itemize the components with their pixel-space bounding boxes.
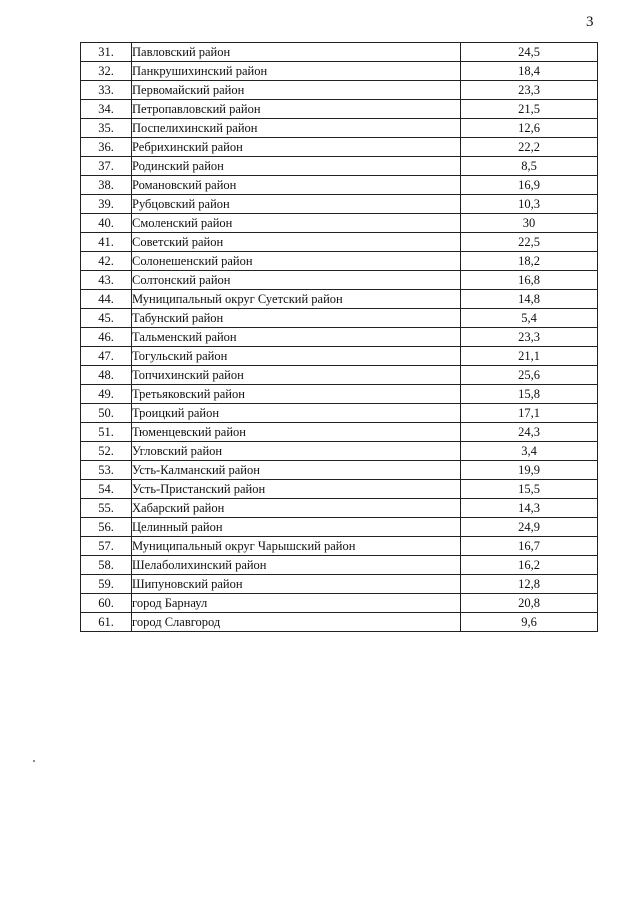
row-number-cell: 53. — [81, 461, 132, 480]
table-row — [81, 423, 598, 442]
district-name-cell: Муниципальный округ Суетский район — [132, 290, 461, 309]
district-name-cell: Рубцовский район — [132, 195, 461, 214]
district-name-cell: Шипуновский район — [132, 575, 461, 594]
district-name-cell: Поспелихинский район — [132, 119, 461, 138]
district-name-cell: Первомайский район — [132, 81, 461, 100]
row-number-cell: 60. — [81, 594, 132, 613]
district-name-cell: город Барнаул — [132, 594, 461, 613]
district-name-cell: Родинский район — [132, 157, 461, 176]
row-number-cell: 51. — [81, 423, 132, 442]
table-row — [81, 537, 598, 556]
table-row — [81, 62, 598, 81]
value-cell: 14,3 — [461, 499, 598, 518]
value-cell: 10,3 — [461, 195, 598, 214]
row-number-cell: 46. — [81, 328, 132, 347]
table-row — [81, 290, 598, 309]
row-number-cell: 54. — [81, 480, 132, 499]
table-row — [81, 81, 598, 100]
districts-table-body — [81, 43, 598, 632]
value-cell: 5,4 — [461, 309, 598, 328]
value-cell: 22,2 — [461, 138, 598, 157]
district-name-cell: Павловский район — [132, 43, 461, 62]
table-row — [81, 461, 598, 480]
value-cell: 14,8 — [461, 290, 598, 309]
row-number-cell: 47. — [81, 347, 132, 366]
row-number-cell: 32. — [81, 62, 132, 81]
district-name-cell: Целинный район — [132, 518, 461, 537]
row-number-cell: 31. — [81, 43, 132, 62]
table-row — [81, 100, 598, 119]
row-number-cell: 52. — [81, 442, 132, 461]
table-row — [81, 309, 598, 328]
row-number-cell: 42. — [81, 252, 132, 271]
district-name-cell: Тогульский район — [132, 347, 461, 366]
district-name-cell: Хабарский район — [132, 499, 461, 518]
value-cell: 23,3 — [461, 328, 598, 347]
value-cell: 23,3 — [461, 81, 598, 100]
value-cell: 15,5 — [461, 480, 598, 499]
row-number-cell: 61. — [81, 613, 132, 632]
table-row — [81, 252, 598, 271]
district-name-cell: Солонешенский район — [132, 252, 461, 271]
table-row — [81, 594, 598, 613]
district-name-cell: Тюменцевский район — [132, 423, 461, 442]
row-number-cell: 57. — [81, 537, 132, 556]
table-row — [81, 233, 598, 252]
table-row — [81, 138, 598, 157]
table-row — [81, 404, 598, 423]
page-number: 3 — [586, 14, 594, 30]
row-number-cell: 36. — [81, 138, 132, 157]
district-name-cell: Ребрихинский район — [132, 138, 461, 157]
row-number-cell: 34. — [81, 100, 132, 119]
table-row — [81, 480, 598, 499]
value-cell: 24,5 — [461, 43, 598, 62]
value-cell: 12,6 — [461, 119, 598, 138]
value-cell: 19,9 — [461, 461, 598, 480]
value-cell: 15,8 — [461, 385, 598, 404]
districts-table — [80, 42, 598, 632]
district-name-cell: Топчихинский район — [132, 366, 461, 385]
value-cell: 16,2 — [461, 556, 598, 575]
table-row — [81, 195, 598, 214]
district-name-cell: Троицкий район — [132, 404, 461, 423]
district-name-cell: Панкрушихинский район — [132, 62, 461, 81]
value-cell: 22,5 — [461, 233, 598, 252]
table-row — [81, 366, 598, 385]
district-name-cell: Третьяковский район — [132, 385, 461, 404]
value-cell: 20,8 — [461, 594, 598, 613]
district-name-cell: Смоленский район — [132, 214, 461, 233]
value-cell: 3,4 — [461, 442, 598, 461]
row-number-cell: 39. — [81, 195, 132, 214]
district-name-cell: Тальменский район — [132, 328, 461, 347]
value-cell: 25,6 — [461, 366, 598, 385]
value-cell: 17,1 — [461, 404, 598, 423]
value-cell: 30 — [461, 214, 598, 233]
value-cell: 24,3 — [461, 423, 598, 442]
table-row — [81, 556, 598, 575]
table-row — [81, 499, 598, 518]
district-name-cell: Романовский район — [132, 176, 461, 195]
row-number-cell: 55. — [81, 499, 132, 518]
table-row — [81, 385, 598, 404]
value-cell: 21,5 — [461, 100, 598, 119]
row-number-cell: 43. — [81, 271, 132, 290]
value-cell: 18,2 — [461, 252, 598, 271]
value-cell: 18,4 — [461, 62, 598, 81]
table-row — [81, 43, 598, 62]
district-name-cell: Солтонский район — [132, 271, 461, 290]
district-name-cell: Муниципальный округ Чарышский район — [132, 537, 461, 556]
table-row — [81, 518, 598, 537]
district-name-cell: Усть-Калманский район — [132, 461, 461, 480]
row-number-cell: 40. — [81, 214, 132, 233]
table-row — [81, 347, 598, 366]
value-cell: 24,9 — [461, 518, 598, 537]
district-name-cell: Угловский район — [132, 442, 461, 461]
row-number-cell: 48. — [81, 366, 132, 385]
district-name-cell: город Славгород — [132, 613, 461, 632]
district-name-cell: Шелаболихинский район — [132, 556, 461, 575]
value-cell: 9,6 — [461, 613, 598, 632]
row-number-cell: 59. — [81, 575, 132, 594]
district-name-cell: Петропавловский район — [132, 100, 461, 119]
table-row — [81, 613, 598, 632]
table-row — [81, 119, 598, 138]
row-number-cell: 35. — [81, 119, 132, 138]
row-number-cell: 58. — [81, 556, 132, 575]
row-number-cell: 56. — [81, 518, 132, 537]
value-cell: 8,5 — [461, 157, 598, 176]
row-number-cell: 33. — [81, 81, 132, 100]
row-number-cell: 45. — [81, 309, 132, 328]
row-number-cell: 41. — [81, 233, 132, 252]
district-name-cell: Табунский район — [132, 309, 461, 328]
row-number-cell: 49. — [81, 385, 132, 404]
row-number-cell: 44. — [81, 290, 132, 309]
row-number-cell: 50. — [81, 404, 132, 423]
table-row — [81, 214, 598, 233]
value-cell: 16,9 — [461, 176, 598, 195]
district-name-cell: Усть-Пристанский район — [132, 480, 461, 499]
value-cell: 21,1 — [461, 347, 598, 366]
row-number-cell: 38. — [81, 176, 132, 195]
value-cell: 16,7 — [461, 537, 598, 556]
table-row — [81, 575, 598, 594]
table-row — [81, 157, 598, 176]
table-row — [81, 328, 598, 347]
value-cell: 16,8 — [461, 271, 598, 290]
table-row — [81, 176, 598, 195]
district-name-cell: Советский район — [132, 233, 461, 252]
value-cell: 12,8 — [461, 575, 598, 594]
table-row — [81, 271, 598, 290]
row-number-cell: 37. — [81, 157, 132, 176]
table-row — [81, 442, 598, 461]
scan-speck — [33, 760, 35, 762]
